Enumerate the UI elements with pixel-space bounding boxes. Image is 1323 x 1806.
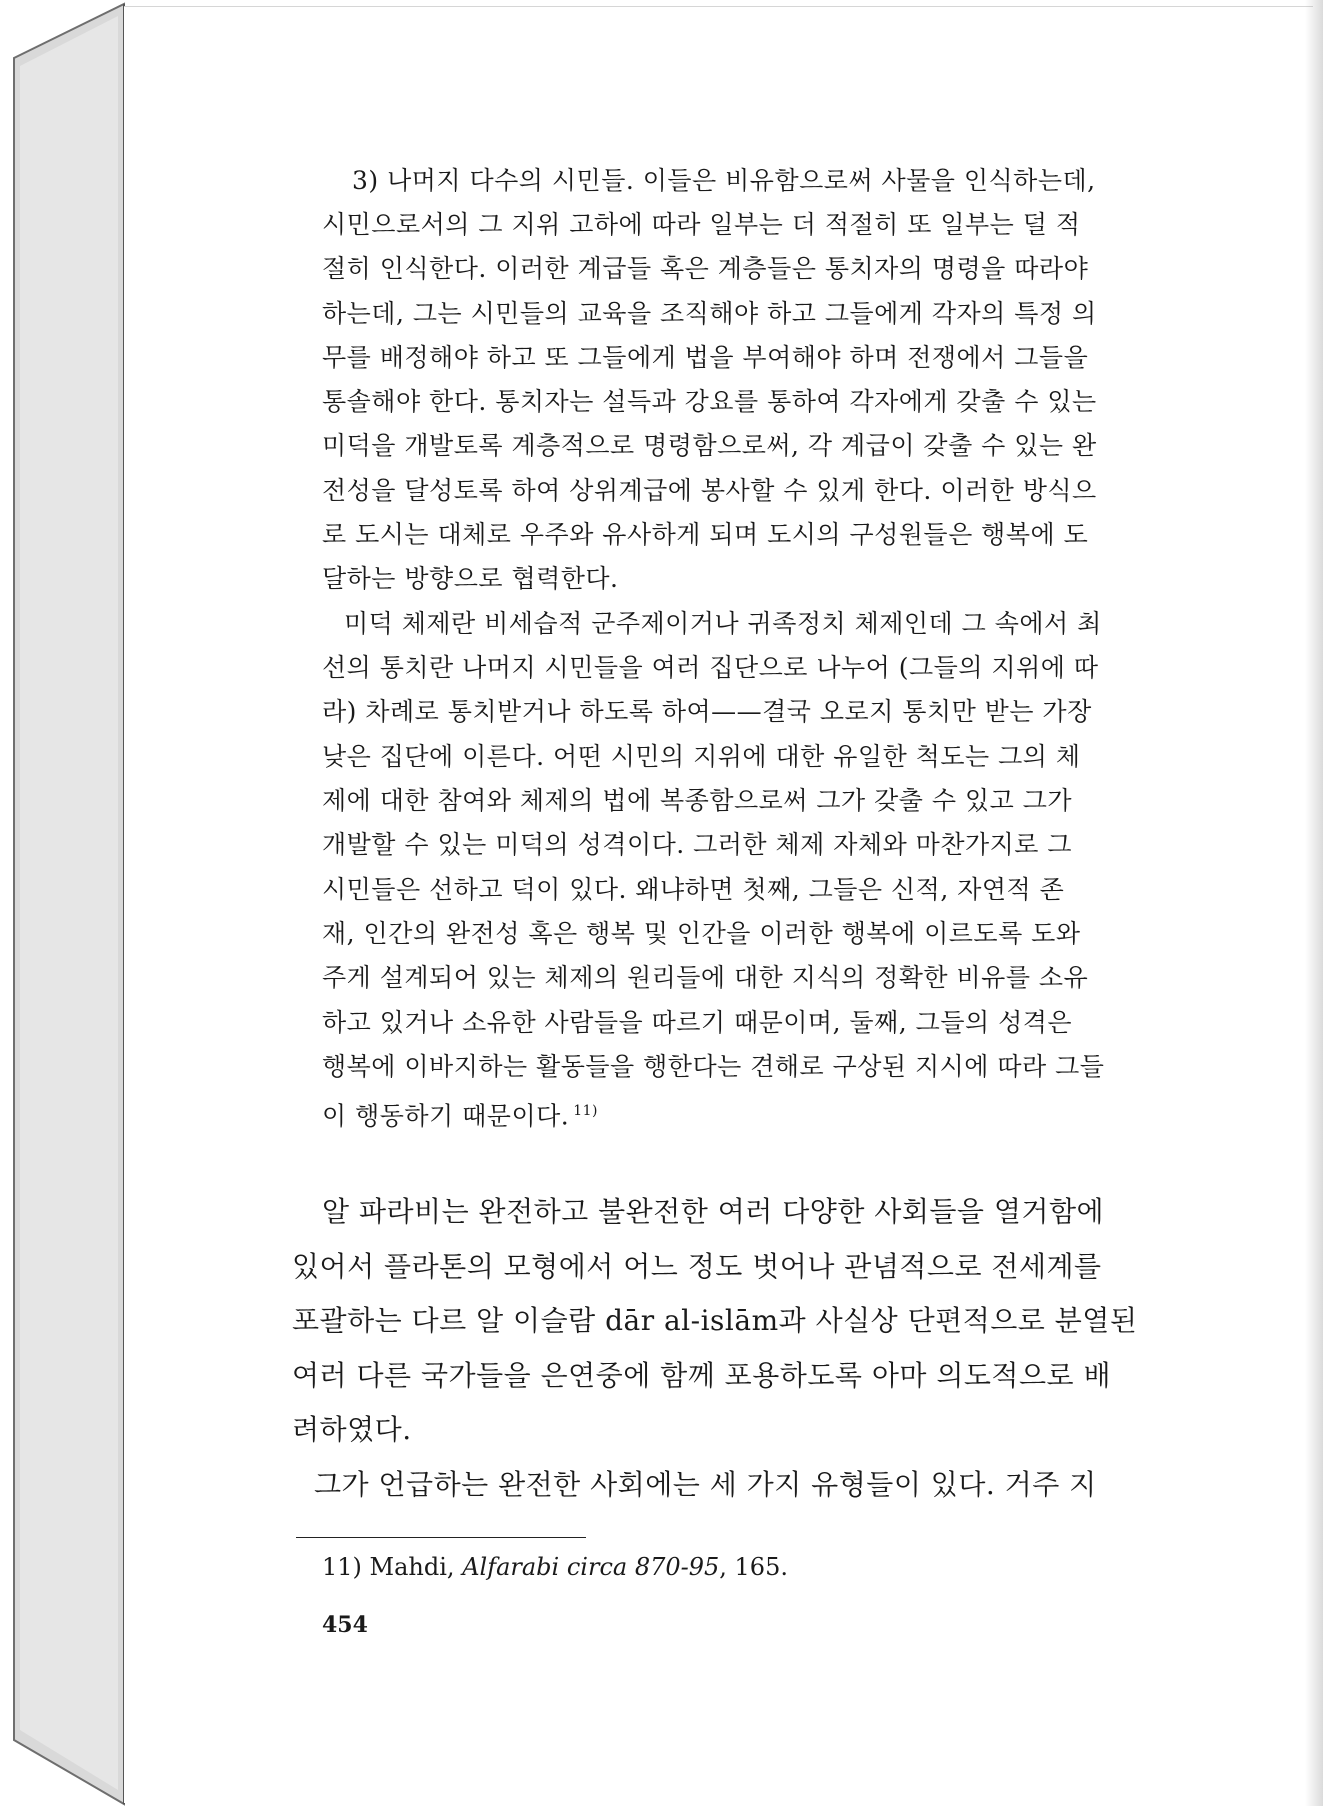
quote-line: 시민들은 선하고 덕이 있다. 왜냐하면 첫째, 그들은 신적, 자연적 존	[322, 875, 1065, 904]
quote-line: 선의 통치란 나머지 시민들을 여러 집단으로 나누어 (그들의 지위에 따	[322, 653, 1099, 682]
quote-line: 행복에 이바지하는 활동들을 행한다는 견해로 구상된 지시에 따라 그들	[322, 1052, 1105, 1081]
quote-line-text: 이 행동하기 때문이다.	[322, 1101, 570, 1131]
quote-line: 전성을 달성토록 하여 상위계급에 봉사할 수 있게 한다. 이러한 방식으	[322, 476, 1097, 505]
page-number: 454	[322, 1612, 368, 1638]
quote-line: 로 도시는 대체로 우주와 유사하게 되며 도시의 구성원들은 행복에 도	[322, 520, 1089, 549]
quote-line: 시민으로서의 그 지위 고하에 따라 일부는 더 적절히 또 일부는 덜 적	[322, 210, 1081, 239]
quote-line: 무를 배정해야 하고 또 그들에게 법을 부여해야 하며 전쟁에서 그들을	[322, 343, 1089, 372]
quote-line-last	[322, 1096, 598, 1131]
body-line: 있어서 플라톤의 모형에서 어느 정도 벗어나 관념적으로 전세계를	[292, 1250, 1102, 1283]
body-line: 그가 언급하는 완전한 사회에는 세 가지 유형들이 있다. 거주 지	[314, 1468, 1097, 1501]
body-line: 포괄하는 다르 알 이슬람 dār al-islām과 사실상 단편적으로 분열된	[292, 1304, 1138, 1337]
quote-line: 개발할 수 있는 미덕의 성격이다. 그러한 체제 자체와 마찬가지로 그	[322, 830, 1073, 859]
quote-line: 라) 차례로 통치받거나 하도록 하여——결국 오로지 통치만 받는 가장	[322, 697, 1092, 726]
quote-line: 제에 대한 참여와 체제의 법에 복종함으로써 그가 갖출 수 있고 그가	[322, 786, 1073, 815]
footnote-title: Alfarabi circa 870-95	[462, 1553, 720, 1581]
quote-line: 미덕 체제란 비세습적 군주제이거나 귀족정치 체제인데 그 속에서 최	[344, 609, 1102, 638]
quote-line: 하는데, 그는 시민들의 교육을 조직해야 하고 그들에게 각자의 특정 의	[322, 299, 1097, 328]
footnote	[322, 1553, 788, 1581]
quote-line: 3) 나머지 다수의 시민들. 이들은 비유함으로써 사물을 인식하는데,	[352, 166, 1096, 195]
page-edge-shadow	[1305, 0, 1323, 1806]
footnote-pages: , 165.	[719, 1553, 788, 1581]
body-line: 여러 다른 국가들을 은연중에 함께 포용하도록 아마 의도적으로 배	[292, 1359, 1112, 1392]
quote-line: 주게 설계되어 있는 체제의 원리들에 대한 지식의 정확한 비유를 소유	[322, 963, 1089, 992]
quote-line: 미덕을 개발토록 계층적으로 명령함으로써, 각 계급이 갖출 수 있는 완	[322, 431, 1097, 460]
body-line: 려하였다.	[292, 1413, 412, 1446]
quote-line: 낮은 집단에 이른다. 어떤 시민의 지위에 대한 유일한 척도는 그의 체	[322, 742, 1081, 771]
footnote-separator	[296, 1537, 586, 1538]
quote-line: 달하는 방향으로 협력한다.	[322, 564, 619, 593]
quote-line: 통솔해야 한다. 통치자는 설득과 강요를 통하여 각자에게 갖출 수 있는	[322, 387, 1097, 416]
footnote-author: Mahdi,	[369, 1553, 455, 1581]
footnote-number: 11)	[322, 1553, 362, 1581]
footnote-reference: 11)	[573, 1103, 598, 1119]
quote-line: 하고 있거나 소유한 사람들을 따르기 때문이며, 둘째, 그들의 성격은	[322, 1008, 1073, 1037]
quote-line: 재, 인간의 완전성 혹은 행복 및 인간을 이러한 행복에 이르도록 도와	[322, 919, 1081, 948]
body-line: 알 파라비는 완전하고 불완전한 여러 다양한 사회들을 열거함에	[322, 1195, 1105, 1228]
quote-line: 절히 인식한다. 이러한 계급들 혹은 계층들은 통치자의 명령을 따라야	[322, 254, 1089, 283]
